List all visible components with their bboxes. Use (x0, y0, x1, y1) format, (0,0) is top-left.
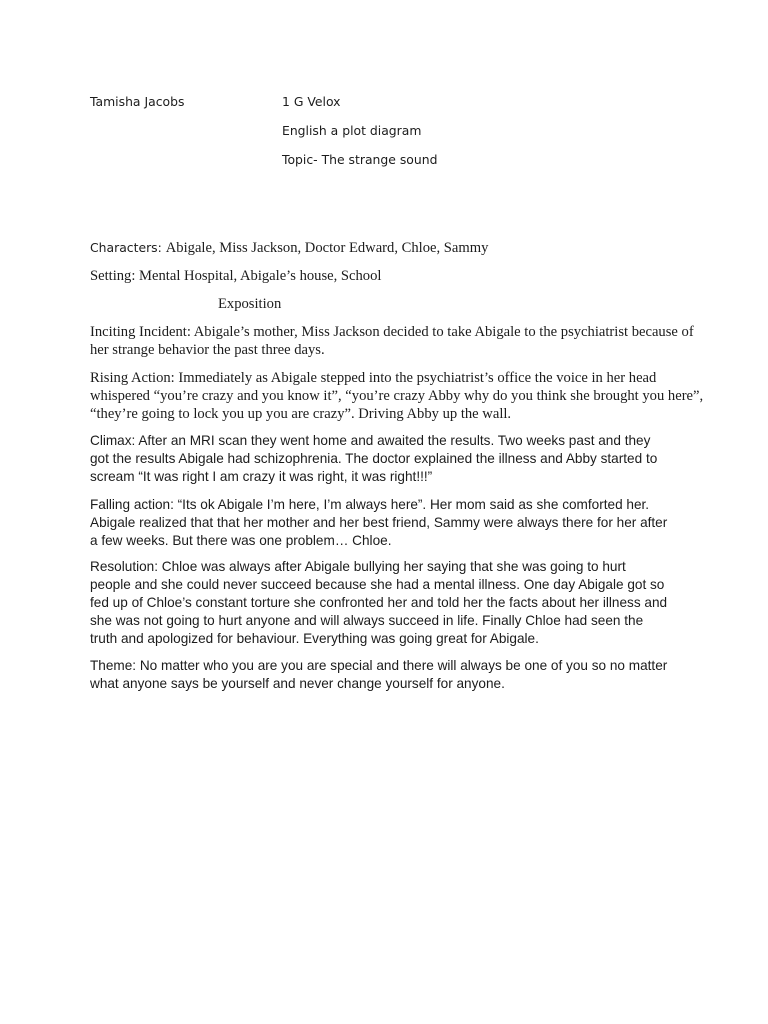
paragraph-line: Falling action: “Its ok Abigale I’m here, I’m always here”. Her mom said as she comforted her. (90, 497, 650, 512)
resolution-paragraph (90, 558, 690, 648)
climax-paragraph (90, 432, 690, 486)
rising-action-paragraph (90, 369, 704, 423)
exposition-heading: Exposition (218, 296, 282, 312)
paragraph-line: Climax: After an MRI scan they went home and awaited the results. Two weeks past and they (90, 433, 651, 448)
characters-value: Abigale, Miss Jackson, Doctor Edward, Chloe, Sammy (165, 240, 489, 256)
paragraph-line: she was not going to hurt anyone and will always succeed in life. Finally Chloe had seen the (90, 613, 644, 628)
theme-paragraph (90, 657, 690, 693)
topic-line: Topic- The strange sound (282, 152, 438, 167)
paragraph-line: fed up of Chloe’s constant torture she confronted her and told her the facts about her illness and (90, 595, 668, 610)
paragraph-line: a few weeks. But there was one problem… Chloe. (90, 533, 392, 548)
paragraph-line: Inciting Incident: Abigale’s mother, Miss Jackson decided to take Abigale to the psychiatrist because of (90, 324, 694, 340)
paragraph-line: her strange behavior the past three days. (90, 342, 325, 358)
falling-action-paragraph (90, 496, 690, 550)
paragraph-line: Theme: No matter who you are you are special and there will always be one of you so no matter (90, 658, 668, 673)
author-name: Tamisha Jacobs (90, 94, 185, 109)
assignment-title: English a plot diagram (282, 123, 422, 138)
paragraph-line: scream “It was right I am crazy it was right, it was right!!!” (90, 469, 433, 484)
paragraph-line: “they’re going to lock you up you are crazy”. Driving Abby up the wall. (90, 406, 512, 422)
paragraph-line: whispered “you’re crazy and you know it”, “you’re crazy Abby why do you think she brought you here”, (90, 388, 704, 404)
class-name: 1 G Velox (282, 94, 341, 109)
paragraph-line: truth and apologized for behaviour. Everything was going great for Abigale. (90, 631, 539, 646)
setting-line: Setting: Mental Hospital, Abigale’s house, School (90, 268, 382, 284)
inciting-incident-paragraph (90, 323, 694, 359)
paragraph-line: people and she could never succeed because she had a mental illness. One day Abigale got so (90, 577, 665, 592)
paragraph-line: got the results Abigale had schizophrenia. The doctor explained the illness and Abby started to (90, 451, 658, 466)
paragraph-line: Rising Action: Immediately as Abigale stepped into the psychiatrist’s office the voice in her head (90, 370, 657, 386)
characters-label: Characters: (90, 240, 166, 255)
paragraph-line: what anyone says be yourself and never change yourself for anyone. (90, 676, 505, 691)
paragraph-line: Resolution: Chloe was always after Abigale bullying her saying that she was going to hurt (90, 559, 626, 574)
paragraph-line: Abigale realized that that her mother and her best friend, Sammy were always there for her after (90, 515, 668, 530)
characters-line (90, 239, 690, 257)
